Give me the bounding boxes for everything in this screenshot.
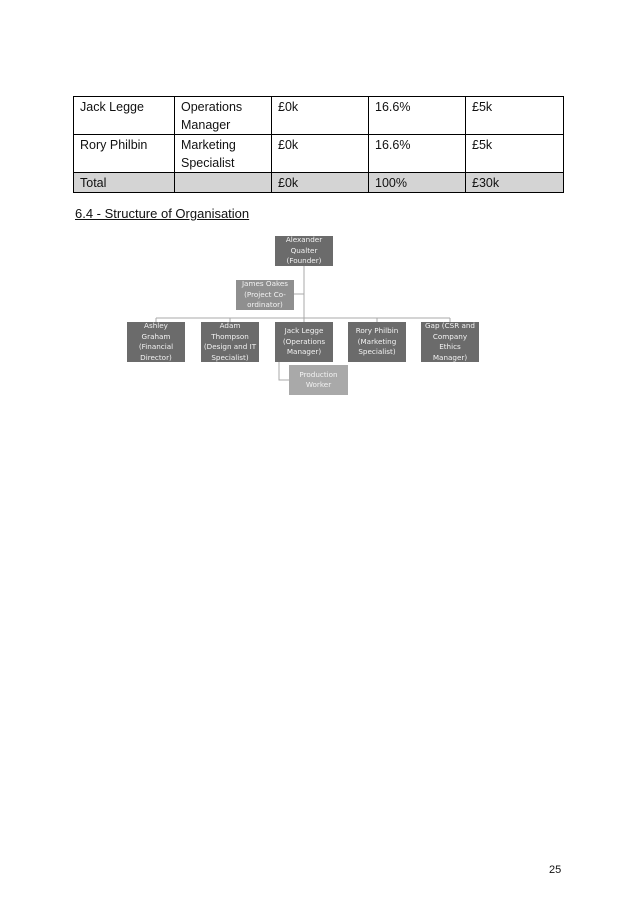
cell-name: Jack Legge bbox=[74, 97, 175, 135]
cell-investment: £0k bbox=[272, 135, 369, 173]
cell-role: Marketing Specialist bbox=[175, 135, 272, 173]
org-node-manager: Adam Thompson (Design and IT Specialist) bbox=[201, 322, 259, 362]
page-number: 25 bbox=[549, 864, 562, 876]
cell-investment: £0k bbox=[272, 173, 369, 193]
org-node-worker: Production Worker bbox=[289, 365, 348, 395]
cell-investment: £0k bbox=[272, 97, 369, 135]
cell-share: 16.6% bbox=[369, 97, 466, 135]
cell-share: 16.6% bbox=[369, 135, 466, 173]
cell-role: Operations Manager bbox=[175, 97, 272, 135]
org-node-manager: Ashley Graham (Financial Director) bbox=[127, 322, 185, 362]
org-node-assistant: James Oakes (Project Co-ordinator) bbox=[236, 280, 294, 310]
cell-value: £30k bbox=[466, 173, 564, 193]
cell-value: £5k bbox=[466, 135, 564, 173]
cell-name: Rory Philbin bbox=[74, 135, 175, 173]
cell-share: 100% bbox=[369, 173, 466, 193]
org-node-manager: Gap (CSR and Company Ethics Manager) bbox=[421, 322, 479, 362]
cell-name: Total bbox=[74, 173, 175, 193]
cell-value: £5k bbox=[466, 97, 564, 135]
org-node-founder: Alexander Qualter (Founder) bbox=[275, 236, 333, 266]
org-node-manager: Rory Philbin (Marketing Specialist) bbox=[348, 322, 406, 362]
section-heading: 6.4 - Structure of Organisation bbox=[75, 206, 250, 221]
org-node-manager: Jack Legge (Operations Manager) bbox=[275, 322, 333, 362]
